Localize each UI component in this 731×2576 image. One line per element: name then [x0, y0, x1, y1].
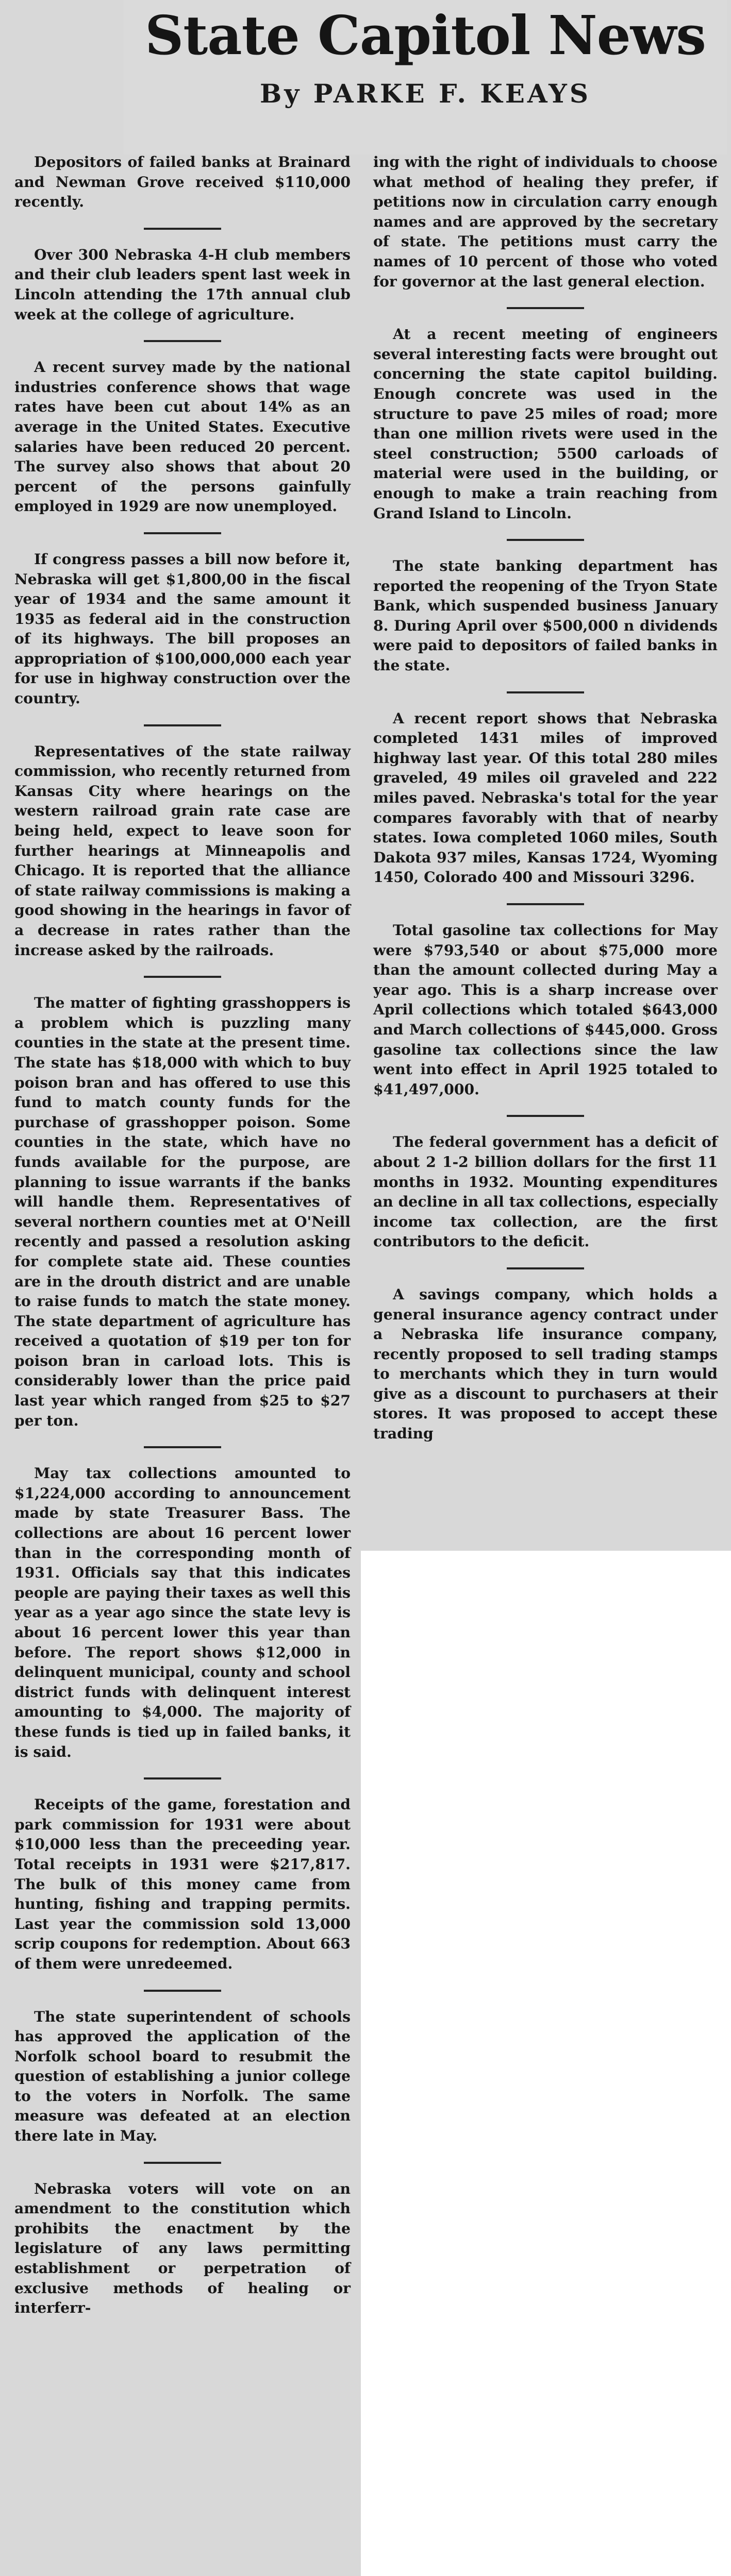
news-item: The state superintendent of schools has approved the application of the Norfolk school board to resubmit the question of establishing a junior college to the voters in Norfolk. The same measure was defeated at an election there late in May.: [14, 2008, 351, 2145]
divider: [507, 691, 584, 693]
divider: [507, 1115, 584, 1117]
divider: [144, 532, 221, 534]
news-item: The federal government has a deficit of about 2 1-2 billion dollars for the first 11 months in 1932. Mounting expenditures an decline in all tax collections, especially income tax collection, are the first contributors to the deficit.: [373, 1133, 718, 1250]
news-item: A recent survey made by the national industries conference shows that wage rates have been cut about 14% as an average in the United States. Executive salaries have been reduced 20 percent. The survey also shows that about 20 percent of the persons gainfully employed in 1929 are now unemployed.: [14, 359, 351, 515]
news-item: A recent report shows that Nebraska completed 1431 miles of improved highway last year. Of this total 280 miles graveled, 49 miles oil graveled and 222 miles paved. Nebraska's total for the year compares favorably with that of nearby states. Iowa completed 1060 miles, South Dakota 937 miles, Kansas 1724, Wyoming 1450, Colorado 400 and Missouri 3296.: [373, 709, 718, 886]
news-item: Over 300 Nebraska 4-H club members and their club leaders spent last week in Lincoln attending the 17th annual club week at the college of agriculture.: [14, 246, 351, 323]
news-item: Total gasoline tax collections for May were $793,540 or about $75,000 more than the amount collected during May a year ago. This is a sharp increase over April collections which totaled $643,000 and March collections of $445,000. Gross gasoline tax collections since the law went into effect in April 1925 totaled to $41,497,000.: [373, 922, 718, 1098]
divider: [507, 1267, 584, 1269]
news-item: A savings company, which holds a general insurance agency contract under a Nebraska life insurance company, recently proposed to sell trading stamps to merchants which they in turn would give as a discount to purchasers at their stores. It was proposed to accept these trading: [373, 1285, 718, 1443]
divider: [144, 1446, 221, 1448]
news-item-continued: ing with the right of individuals to choose what method of healing they prefer, if petitions now in circulation carry enough names and are approved by the secretary of state. The petitions must carry the names of 10 percent of those who voted for governor at the last general election.: [373, 154, 718, 290]
divider: [144, 1777, 221, 1780]
news-item: If congress passes a bill now before it, Nebraska will get $1,800,00 in the fiscal year of 1934 and the same amount it 1935 as federal aid in the construction of its highways. The bill proposes an appropriation of $100,000,000 each year for use in highway construction over the country.: [14, 550, 351, 707]
divider: [144, 976, 221, 978]
divider: [144, 724, 221, 726]
news-item: Depositors of failed banks at Brainard and Newman Grove received $110,000 recently.: [14, 154, 351, 211]
divider: [144, 2162, 221, 2164]
divider: [507, 307, 584, 309]
divider: [144, 340, 221, 342]
news-item: May tax collections amounted to $1,224,000 according to announcement made by state Treasurer Bass. The collections are about 16 percent lower than in the corresponding month of 1931. Officials say that this indicates people are paying their taxes as well this year as a year ago since the state levy is about 16 percent lower this year than before. The report shows $12,000 in delinquent municipal, county and school district funds with delinquent interest amounting to $4,000. The majority of these funds is tied up in failed banks, it is said.: [14, 1465, 351, 1760]
news-item: Receipts of the game, forestation and park commission for 1931 were about $10,000 less than the preceeding year. Total receipts in 1931 were $217,817. The bulk of this money came from hunting, fishing and trapping permits. Last year the commission sold 13,000 scrip coupons for redemption. About 663 of them were unredeemed.: [14, 1796, 351, 1972]
divider: [144, 1990, 221, 1992]
news-item: Nebraska voters will vote on an amendment to the constitution which prohibits the enactment by the legislature of any laws permitting establishment or perpetration of exclusive methods of healing or interferr-: [14, 2180, 351, 2317]
news-item: The matter of fighting grasshoppers is a problem which is puzzling many counties in the state at the present time. The state has $18,000 with which to buy poison bran and has offered to use this fund to match county funds for the purchase of grasshopper poison. Some counties in the state, which have no funds available for the purpose, are planning to issue warrants if the banks will handle them. Representatives of several northern counties met at O'Neill recently and passed a resolution asking for complete state aid. These counties are in the drouth district and are unable to raise funds to match the state money. The state department of agriculture has received a quotation of $19 per ton for poison bran in carload lots. This is considerably lower than the price paid last year which ranged from $25 to $27 per ton.: [14, 994, 351, 1429]
news-item: The state banking department has reported the reopening of the Tryon State Bank, which suspended business January 8. During April over $500,000 n dividends were paid to depositors of failed banks in the state.: [373, 557, 718, 674]
divider: [507, 903, 584, 905]
page-title: State Capitol News: [145, 4, 706, 67]
divider: [144, 228, 221, 230]
masthead: [124, 0, 727, 155]
news-item: At a recent meeting of engineers several interesting facts were brought out concerning the state capitol building. Enough concrete was used in the structure to pave 25 miles of road; more than one million rivets were used in the steel construction; 5500 carloads of material were used in the building, or enough to make a train reaching from Grand Island to Lincoln.: [373, 326, 718, 522]
news-item: Representatives of the state railway commission, who recently returned from Kansas City where hearings on the western railroad grain rate case are being held, expect to leave soon for further hearings at Minneapolis and Chicago. It is reported that the alliance of state railway commissions is making a good showing in the hearings in favor of a decrease in rates rather than the increase asked by the railroads.: [14, 742, 351, 959]
left-column: [0, 152, 361, 2318]
divider: [507, 539, 584, 541]
right-column: [361, 152, 731, 1444]
byline: By PARKE F. KEAYS: [260, 78, 591, 109]
